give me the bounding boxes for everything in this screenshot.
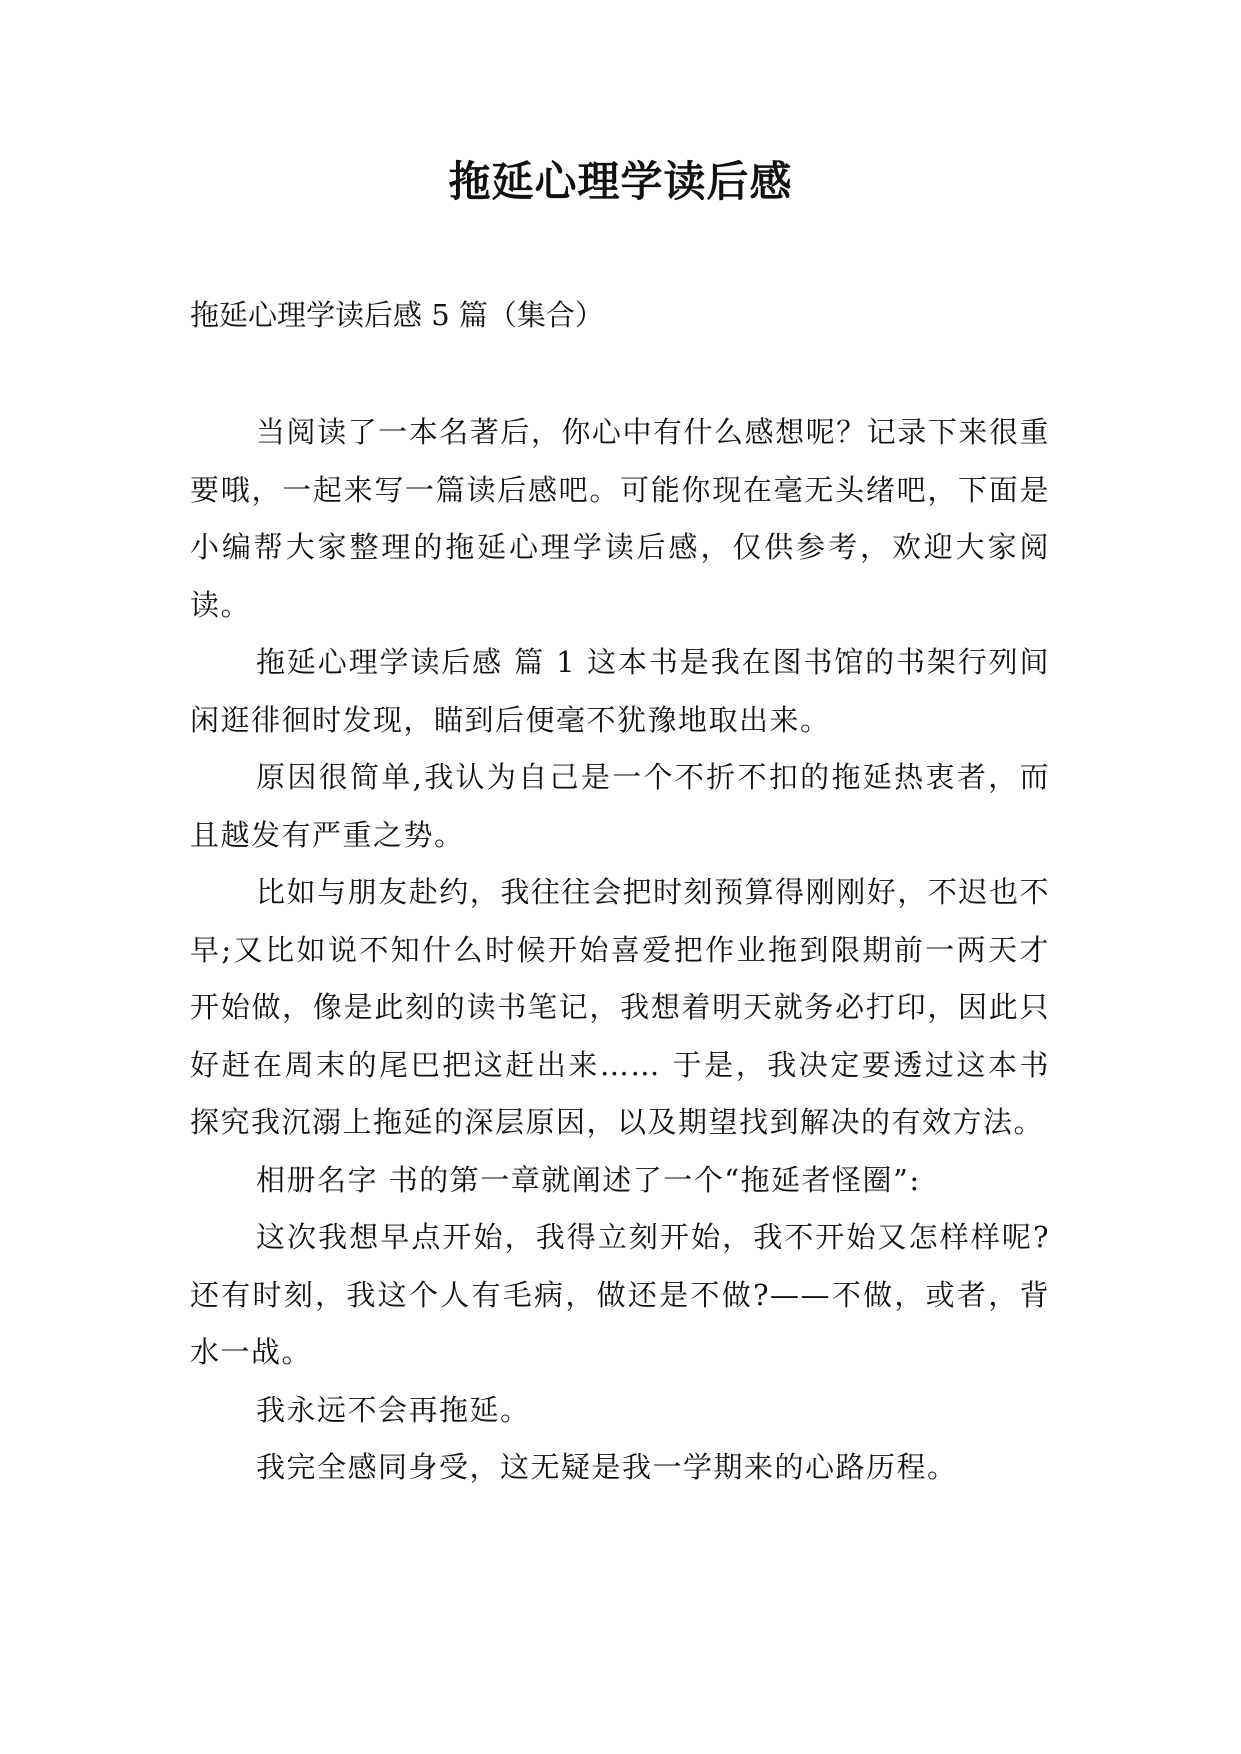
paragraph: 拖延心理学读后感 篇 1 这本书是我在图书馆的书架行列间闲逛徘徊时发现，瞄到后便毫不犹豫地取出来。 xyxy=(190,645,1050,737)
paragraph: 当阅读了一本名著后，你心中有什么感想呢？记录下来很重要哦，一起来写一篇读后感吧。可能你现在毫无头绪吧，下面是小编帮大家整理的拖延心理学读后感，仅供参考，欢迎大家阅读。 xyxy=(190,415,1050,622)
document-body xyxy=(190,404,1050,1497)
document-title: 拖延心理学读后感 xyxy=(448,157,793,206)
paragraph: 相册名字 书的第一章就阐述了一个“拖延者怪圈”: xyxy=(256,1162,921,1197)
paragraph: 比如与朋友赴约，我往往会把时刻预算得刚刚好，不迟也不早;又比如说不知什么时候开始喜爱把作业拖到限期前一两天才开始做，像是此刻的读书笔记，我想着明天就务必打印，因此只好赶在周末的尾巴把这赶出来…… 于是，我决定要透过这本书探究我沉溺上拖延的深层原因，以及期望找到解决的有效方法。 xyxy=(190,875,1050,1139)
paragraph: 我完全感同身受，这无疑是我一学期来的心路历程。 xyxy=(256,1450,958,1484)
paragraph: 这次我想早点开始，我得立刻开始，我不开始又怎样样呢?还有时刻，我这个人有毛病，做还是不做?——不做，或者，背水一战。 xyxy=(190,1220,1050,1369)
paragraph: 我永远不会再拖延。 xyxy=(256,1392,531,1427)
document-subtitle: 拖延心理学读后感 5 篇（集合） xyxy=(190,298,604,332)
paragraph: 原因很简单,我认为自己是一个不折不扣的拖延热衷者，而且越发有严重之势。 xyxy=(190,760,1050,852)
